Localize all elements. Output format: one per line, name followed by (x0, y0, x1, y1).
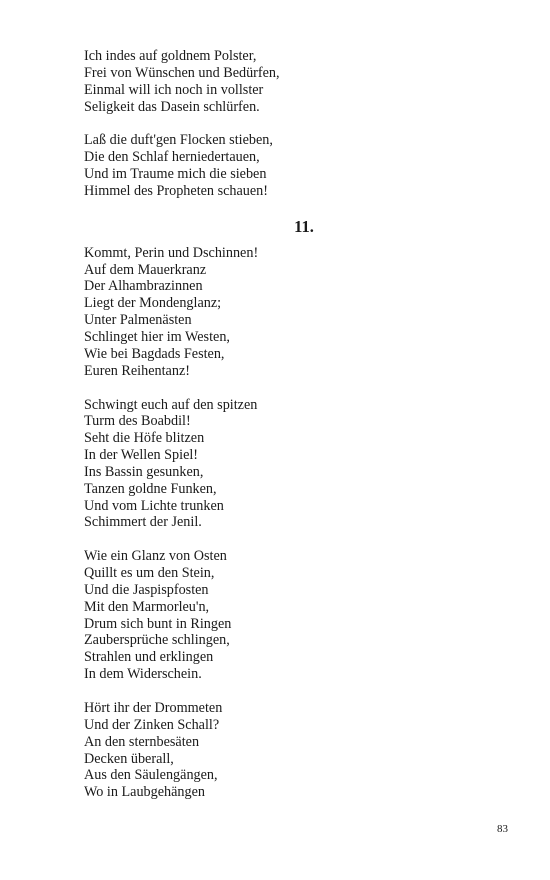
stanza (84, 48, 504, 115)
poem-text (84, 48, 504, 818)
verse-line: Schimmert der Jenil. (84, 514, 202, 531)
page-number: 83 (497, 823, 508, 835)
verse-line: Turm des Boabdil! (84, 413, 191, 430)
verse-line: Drum sich bunt in Ringen (84, 615, 232, 632)
verse-line: In dem Widerschein. (84, 666, 202, 683)
verse-line: Euren Reihentanz! (84, 362, 190, 379)
verse-line: Decken überall, (84, 750, 174, 767)
verse-line: Ins Bassin gesunken, (84, 463, 204, 480)
verse-line: Und die Jaspispfosten (84, 581, 209, 598)
stanza (84, 397, 504, 532)
stanza (84, 548, 504, 683)
verse-line: Und vom Lichte trunken (84, 497, 224, 514)
verse-line: Die den Schlaf herniedertauen, (84, 149, 260, 166)
verse-line: Zaubersprüche schlingen, (84, 632, 230, 649)
verse-line: Schlinget hier im Westen, (84, 328, 230, 345)
verse-line: Hört ihr der Drommeten (84, 700, 223, 716)
verse-line: Quillt es um den Stein, (84, 565, 215, 582)
verse-line: Seht die Höfe blitzen (84, 430, 205, 447)
stanza (84, 700, 504, 801)
verse-line: Und der Zinken Schall? (84, 716, 220, 733)
stanza (84, 245, 504, 380)
stanza (84, 132, 504, 199)
verse-line: Aus den Säulengängen, (84, 767, 218, 784)
verse-line: Frei von Wünschen und Bedürfen, (84, 64, 280, 81)
verse-line: Laß die duft'gen Flocken stieben, (84, 132, 273, 149)
verse-line: Tanzen goldne Funken, (84, 480, 217, 497)
verse-line: Kommt, Perin und Dschinnen! (84, 244, 259, 261)
verse-line: Der Alhambrazinnen (84, 278, 203, 295)
section-number: 11. (294, 216, 314, 236)
verse-line: Liegt der Mondenglanz; (84, 295, 222, 312)
verse-line: Ich indes auf goldnem Polster, (84, 48, 257, 64)
verse-line: Seligkeit das Dasein schlürfen. (84, 98, 260, 115)
verse-line: Und im Traume mich die sieben (84, 166, 267, 183)
verse-line: Wo in Laubgehängen (84, 784, 205, 801)
verse-line: Wie bei Bagdads Festen, (84, 345, 225, 362)
verse-line: Einmal will ich noch in vollster (84, 81, 264, 98)
verse-line: Himmel des Propheten schauen! (84, 182, 268, 199)
verse-line: Wie ein Glanz von Osten (84, 548, 227, 565)
verse-line: Unter Palmenästen (84, 312, 192, 329)
verse-line: An den sternbesäten (84, 733, 200, 750)
verse-line: In der Wellen Spiel! (84, 447, 199, 464)
verse-line: Strahlen und erklingen (84, 649, 214, 666)
verse-line: Schwingt euch auf den spitzen (84, 396, 258, 413)
verse-line: Mit den Marmorleu'n, (84, 598, 210, 615)
verse-line: Auf dem Mauerkranz (84, 261, 207, 278)
